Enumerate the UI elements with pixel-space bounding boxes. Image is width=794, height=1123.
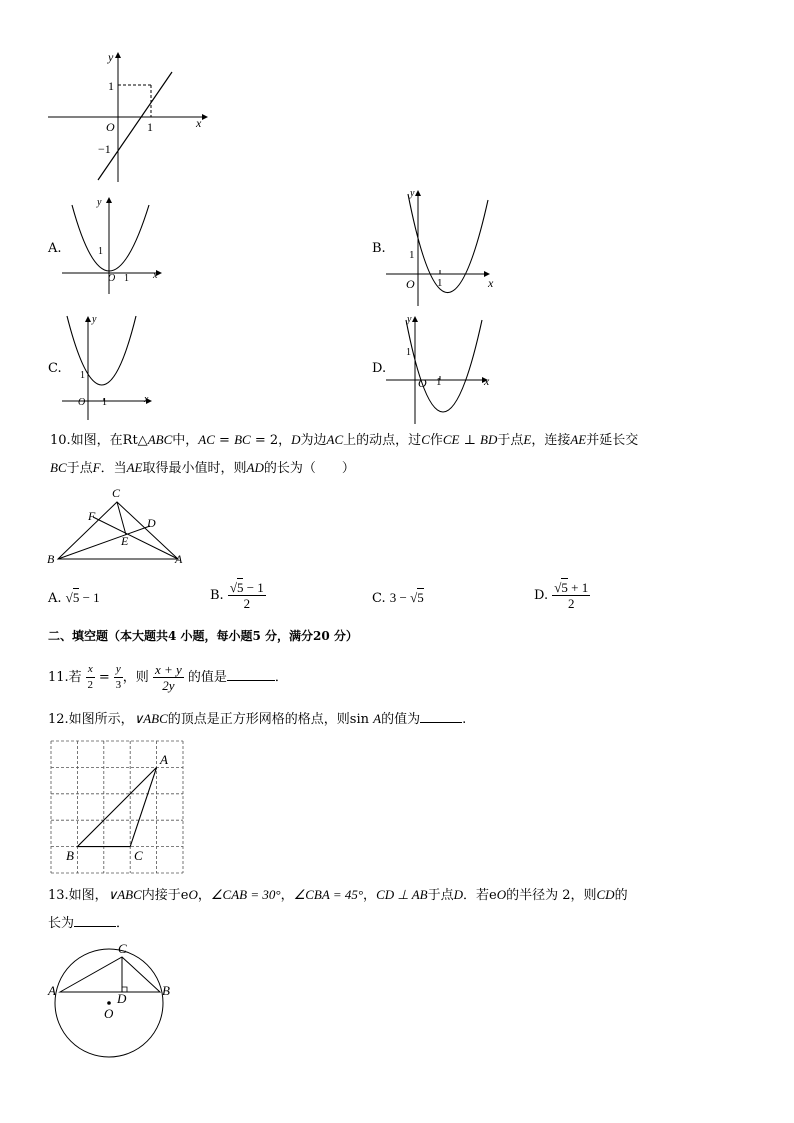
- option-b-y: y: [410, 188, 415, 199]
- top-one-y: 1: [108, 79, 114, 93]
- option-b-x: x: [488, 276, 494, 290]
- option-b-xone: 1: [437, 277, 443, 289]
- top-one-x: 1: [147, 120, 153, 134]
- option-c-xone: 1: [102, 397, 107, 408]
- option-a-x: x: [153, 270, 158, 281]
- option-c-x: x: [144, 394, 149, 405]
- q10-fig-C: C: [112, 486, 121, 500]
- option-c-y: y: [92, 314, 97, 325]
- q10-fig-B: B: [47, 552, 55, 566]
- q10-option-d[interactable]: D. $\frac{√5 + 1}{2}$: [534, 580, 589, 611]
- option-a-origin: O: [108, 273, 116, 284]
- option-b-label: B.: [372, 241, 386, 256]
- q10-fig-E: E: [121, 534, 129, 548]
- q10-fig-A: A: [175, 552, 183, 566]
- q10-fig-F: F: [88, 509, 96, 523]
- q10-line2: BC于点F．当AE取得最小值时，则AD的长为（ ）: [50, 460, 355, 476]
- q13-fig-D: D: [117, 991, 127, 1006]
- option-d-label: D.: [372, 361, 387, 376]
- top-line-graph: [40, 48, 220, 188]
- option-c-one: 1: [80, 370, 85, 381]
- option-c-label: C.: [48, 361, 62, 376]
- q13-fig-B: B: [162, 983, 170, 998]
- q12-fig-A: A: [160, 752, 168, 767]
- top-origin: O: [106, 120, 115, 134]
- q13-circle-figure: [50, 940, 180, 1065]
- top-neg-one: −1: [98, 142, 111, 156]
- q12-fig-C: C: [134, 848, 143, 863]
- option-d-x: x: [484, 374, 490, 388]
- section2-heading: 二、填空题（本大题共4 小题，每小题5 分，满分20 分）: [48, 629, 358, 643]
- q10-option-c[interactable]: C. 3 − √5: [372, 590, 424, 606]
- q11-line: 11.若 $\frac{x}{2}$ = $\frac{y}{3}$ ，则 $\frac{x + y}{2y}$ 的值是 ．: [48, 662, 288, 693]
- option-d-graph: [384, 314, 496, 426]
- top-x-label: x: [196, 116, 202, 130]
- option-a-label: A.: [48, 241, 62, 256]
- q10-option-b[interactable]: B. $\frac{√5 - 1}{2}$: [210, 580, 264, 611]
- q12-answer-blank[interactable]: [420, 722, 462, 723]
- top-y-label: y: [108, 50, 114, 64]
- q12-line: 12.如图所示，∨ABC的顶点是正方形网格的格点，则sin A的值为 .: [48, 711, 467, 727]
- q13-fig-A: A: [48, 983, 56, 998]
- q10-option-a[interactable]: A. √5 − 1: [48, 590, 100, 606]
- q10-line1: 10.如图，在Rt△ABC中，AC = BC = 2，D为边AC上的动点，过C作CE ⊥ BD于点E，连接AE并延长交: [50, 432, 639, 448]
- option-b-one: 1: [409, 249, 415, 261]
- q13-answer-blank[interactable]: [74, 926, 116, 927]
- option-a-one: 1: [98, 246, 103, 257]
- q10-fig-D: D: [147, 516, 156, 530]
- option-d-y: y: [407, 314, 412, 325]
- option-d-one: 1: [406, 347, 411, 358]
- option-c-origin: O: [78, 397, 86, 408]
- q13-line1: 13.如图，∨ABC内接于eO，∠CAB = 30°，∠CBA = 45°，CD ⊥ AB于点D．若eO的半径为 2，则CD的: [48, 887, 628, 903]
- option-c-graph: [62, 314, 157, 424]
- option-b-origin: O: [406, 277, 415, 291]
- q13-fig-C: C: [118, 941, 127, 956]
- option-a-y: y: [97, 197, 102, 208]
- q11-answer-blank[interactable]: [227, 680, 275, 681]
- q12-fig-B: B: [66, 848, 74, 863]
- option-a-xone: 1: [124, 273, 129, 284]
- option-d-origin: O: [418, 376, 427, 390]
- option-d-xone: 1: [436, 376, 442, 388]
- q13-line2: 长为 ．: [48, 916, 130, 931]
- q13-fig-O: O: [104, 1006, 114, 1021]
